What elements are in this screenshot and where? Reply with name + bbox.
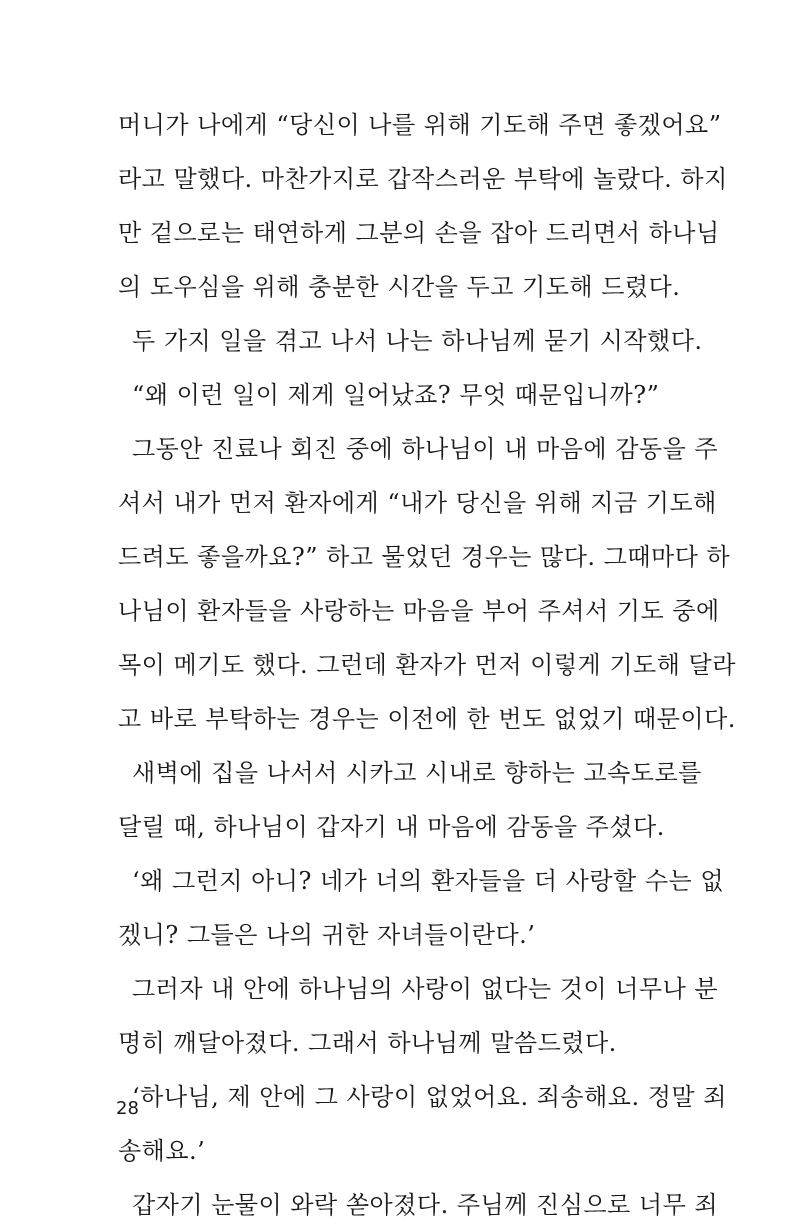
text-line: 나님이 환자들을 사랑하는 마음을 부어 주셔서 기도 중에 [118,597,720,625]
text-line: “왜 이런 일이 제게 일어났죠? 무엇 때문입니까?” [132,381,660,409]
text-line: 고 바로 부탁하는 경우는 이전에 한 번도 없었기 때문이다. [118,705,736,733]
text-line: 드려도 좋을까요?” 하고 물었던 경우는 많다. 그때마다 하 [118,543,731,571]
page-number: 28 [116,1098,139,1119]
text-line: 두 가지 일을 겪고 나서 나는 하나님께 묻기 시작했다. [132,327,703,355]
text-line: 명히 깨달아졌다. 그래서 하나님께 말씀드렸다. [118,1029,617,1057]
text-line: 라고 말했다. 마찬가지로 갑작스러운 부탁에 놀랐다. 하지 [118,165,728,193]
text-line: 송해요.’ [118,1137,206,1165]
text-line: 머니가 나에게 “당신이 나를 위해 기도해 주면 좋겠어요” [118,111,722,139]
text-line: 만 겉으로는 태연하게 그분의 손을 잡아 드리면서 하나님 [118,219,720,247]
text-line: 갑자기 눈물이 와락 쏟아졌다. 주님께 진심으로 너무 죄 [132,1191,719,1219]
text-line: 셔서 내가 먼저 환자에게 “내가 당신을 위해 지금 기도해 [118,489,717,517]
text-line: 그러자 내 안에 하나님의 사랑이 없다는 것이 너무나 분 [132,975,719,1003]
text-line: 겠니? 그들은 나의 귀한 자녀들이란다.’ [118,921,536,949]
text-line: 의 도우심을 위해 충분한 시간을 두고 기도해 드렸다. [118,273,681,301]
text-line: 달릴 때, 하나님이 갑자기 내 마음에 감동을 주셨다. [118,813,665,841]
page-body [118,98,736,1232]
text-line: 목이 메기도 했다. 그런데 환자가 먼저 이렇게 기도해 달라 [118,651,736,679]
text-line: 그동안 진료나 회진 중에 하나님이 내 마음에 감동을 주 [132,435,719,463]
text-line: ‘하나님, 제 안에 그 사랑이 없었어요. 죄송해요. 정말 죄 [132,1083,727,1111]
text-line: 새벽에 집을 나서서 시카고 시내로 향하는 고속도로를 [132,759,702,787]
text-line: ‘왜 그런지 아니? 네가 너의 환자들을 더 사랑할 수는 없 [132,867,725,895]
